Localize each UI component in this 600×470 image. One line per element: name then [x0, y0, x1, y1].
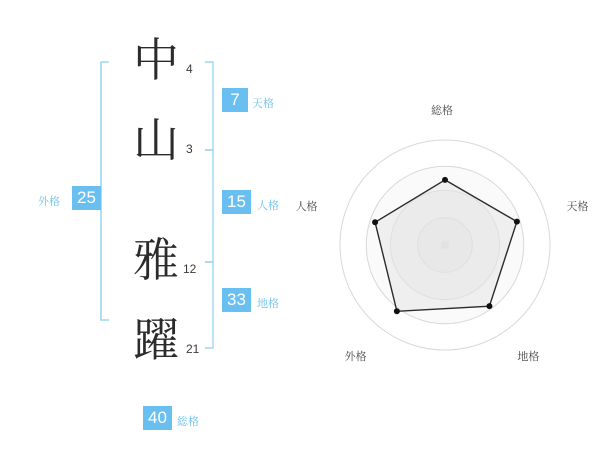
name-character-3: 雅	[133, 235, 179, 286]
radar-chart-svg	[310, 0, 600, 470]
radar-chart	[295, 0, 600, 470]
tenkaku-value: 7	[222, 88, 248, 112]
stroke-count-4: 21	[186, 342, 200, 356]
name-character-2: 山	[133, 115, 179, 166]
jinkaku-value: 15	[222, 190, 251, 214]
radar-axis-label-tenkaku: 天格	[566, 201, 589, 214]
radar-axis-label-soukaku: 総格	[431, 105, 453, 117]
stroke-count-3: 12	[183, 262, 197, 276]
radar-axis-label-chikaku: 地格	[517, 351, 540, 364]
radar-axis-label-jinkaku: 人格	[295, 201, 318, 214]
name-character-4: 躍	[133, 315, 179, 366]
gaikaku-value: 25	[72, 186, 101, 210]
stroke-count-2: 3	[186, 142, 193, 156]
name-character-1: 中	[133, 35, 179, 86]
tenkaku-label: 天格	[252, 98, 274, 110]
soukaku-label: 総格	[177, 416, 199, 428]
gaikaku-label: 外格	[38, 196, 60, 208]
radar-axis-label-gaikaku: 外格	[344, 351, 367, 364]
jinkaku-label: 人格	[257, 200, 279, 212]
stroke-count-1: 4	[186, 62, 193, 76]
chikaku-label: 地格	[257, 298, 279, 310]
chikaku-value: 33	[222, 288, 251, 312]
soukaku-value: 40	[143, 406, 172, 430]
